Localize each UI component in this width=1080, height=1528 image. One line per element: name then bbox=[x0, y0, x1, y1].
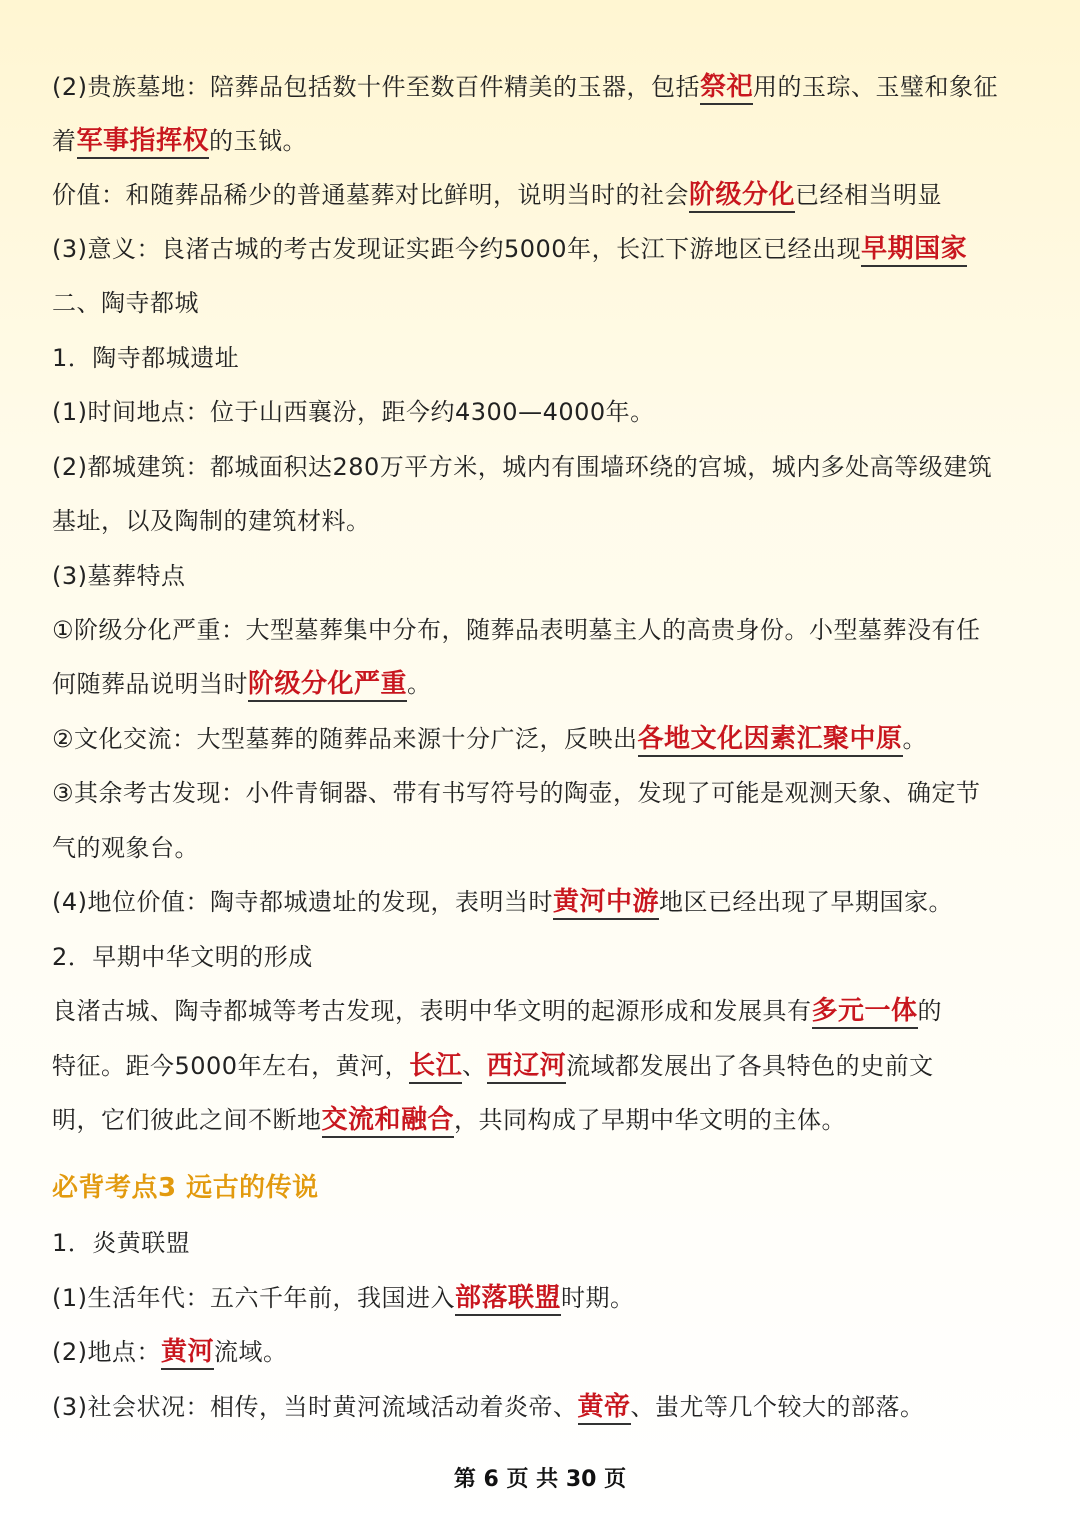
text-line bbox=[52, 1332, 1040, 1372]
highlighted-keyword: 阶级分化严重 bbox=[248, 669, 407, 702]
text-line bbox=[52, 229, 1040, 269]
text-line bbox=[52, 1387, 1040, 1427]
text-line bbox=[52, 664, 1040, 704]
text-segment: ③其余考古发现：小件青铜器、带有书写符号的陶壶，发现了可能是观测天象、确定节 bbox=[52, 779, 981, 807]
text-line bbox=[52, 338, 1040, 378]
highlighted-keyword: 多元一体 bbox=[812, 996, 918, 1029]
highlighted-keyword: 西辽河 bbox=[487, 1051, 567, 1084]
text-segment: (3)社会状况：相传，当时黄河流域活动着炎帝、 bbox=[52, 1393, 578, 1421]
text-line bbox=[52, 937, 1040, 977]
text-line bbox=[52, 828, 1040, 868]
text-line bbox=[52, 175, 1040, 215]
highlighted-keyword: 长江 bbox=[409, 1051, 462, 1084]
text-segment: (3)意义：良渚古城的考古发现证实距今约5000年，长江下游地区已经出现 bbox=[52, 235, 862, 263]
text-segment: 着 bbox=[52, 127, 77, 155]
text-line bbox=[52, 882, 1040, 922]
highlighted-keyword: 交流和融合 bbox=[322, 1105, 455, 1138]
text-segment: 2．早期中华文明的形成 bbox=[52, 943, 313, 971]
highlighted-keyword: 阶级分化 bbox=[689, 180, 795, 213]
text-segment: (3)墓葬特点 bbox=[52, 562, 186, 590]
text-segment: (4)地位价值：陶寺都城遗址的发现，表明当时 bbox=[52, 888, 553, 916]
text-segment: 1．炎黄联盟 bbox=[52, 1229, 191, 1257]
text-line bbox=[52, 501, 1040, 541]
text-line bbox=[52, 610, 1040, 650]
highlighted-keyword: 早期国家 bbox=[861, 234, 967, 267]
text-segment: 。 bbox=[902, 725, 928, 753]
highlighted-keyword: 黄帝 bbox=[578, 1392, 631, 1425]
text-segment: ②文化交流：大型墓葬的随葬品来源十分广泛，反映出 bbox=[52, 725, 638, 753]
text-segment: (2)贵族墓地：陪葬品包括数十件至数百件精美的玉器，包括 bbox=[52, 73, 700, 101]
text-line bbox=[52, 1046, 1040, 1086]
text-line bbox=[52, 1223, 1040, 1263]
text-line bbox=[52, 773, 1040, 813]
text-segment: 基址，以及陶制的建筑材料。 bbox=[52, 507, 371, 535]
text-segment: 特征。距今5000年左右，黄河， bbox=[52, 1052, 410, 1080]
text-segment: 、 bbox=[462, 1052, 487, 1080]
text-segment: 明，它们彼此之间不断地 bbox=[52, 1106, 322, 1134]
highlighted-keyword: 部落联盟 bbox=[455, 1283, 561, 1316]
text-segment: 、蚩尤等几个较大的部落。 bbox=[630, 1393, 925, 1421]
text-segment: 何随葬品说明当时 bbox=[52, 670, 248, 698]
text-segment: (2)都城建筑：都城面积达280万平方米，城内有围墙环绕的宫城，城内多处高等级建筑 bbox=[52, 453, 993, 481]
text-line bbox=[52, 283, 1040, 323]
text-segment: 用的玉琮、玉璧和象征 bbox=[753, 73, 999, 101]
text-line bbox=[52, 719, 1040, 759]
text-segment: 气的观象台。 bbox=[52, 834, 199, 862]
text-segment: 的 bbox=[917, 997, 943, 1025]
highlighted-keyword: 各地文化因素汇聚中原 bbox=[638, 724, 903, 757]
text-segment: ，共同构成了早期中华文明的主体。 bbox=[454, 1106, 847, 1134]
highlighted-keyword: 军事指挥权 bbox=[77, 126, 210, 159]
text-segment: 已经相当明显 bbox=[795, 181, 943, 209]
text-line bbox=[52, 392, 1040, 432]
text-segment: (1)生活年代：五六千年前，我国进入 bbox=[52, 1284, 455, 1312]
text-segment: 地区已经出现了早期国家。 bbox=[659, 888, 954, 916]
highlighted-keyword: 黄河中游 bbox=[553, 887, 659, 920]
text-segment: 。 bbox=[407, 670, 432, 698]
text-segment: 1．陶寺都城遗址 bbox=[52, 344, 240, 372]
text-segment: (1)时间地点：位于山西襄汾，距今约4300—4000年。 bbox=[52, 398, 655, 426]
text-segment: 二、陶寺都城 bbox=[52, 289, 199, 317]
text-segment: 时期。 bbox=[561, 1284, 635, 1312]
text-segment: 价值：和随葬品稀少的普通墓葬对比鲜明，说明当时的社会 bbox=[52, 181, 689, 209]
text-line bbox=[52, 1100, 1040, 1140]
text-segment: 必背考点3 远古的传说 bbox=[52, 1173, 319, 1203]
text-line bbox=[52, 121, 1040, 161]
text-line bbox=[52, 991, 1040, 1031]
text-line bbox=[52, 447, 1040, 487]
highlighted-keyword: 祭祀 bbox=[700, 72, 753, 105]
text-segment: 良渚古城、陶寺都城等考古发现，表明中华文明的起源形成和发展具有 bbox=[52, 997, 812, 1025]
page-footer: 第 6 页 共 30 页 bbox=[453, 1467, 627, 1492]
highlighted-keyword: 黄河 bbox=[161, 1337, 214, 1370]
text-line bbox=[52, 1278, 1040, 1318]
text-segment: ①阶级分化严重：大型墓葬集中分布，随葬品表明墓主人的高贵身份。小型墓葬没有任 bbox=[52, 616, 981, 644]
text-line bbox=[52, 67, 1040, 107]
section-heading bbox=[52, 1168, 1040, 1208]
text-segment: 流域都发展出了各具特色的史前文 bbox=[566, 1052, 934, 1080]
text-line bbox=[52, 556, 1040, 596]
text-segment: 流域。 bbox=[214, 1338, 288, 1366]
text-segment: (2)地点： bbox=[52, 1338, 161, 1366]
text-segment: 的玉钺。 bbox=[209, 127, 308, 155]
